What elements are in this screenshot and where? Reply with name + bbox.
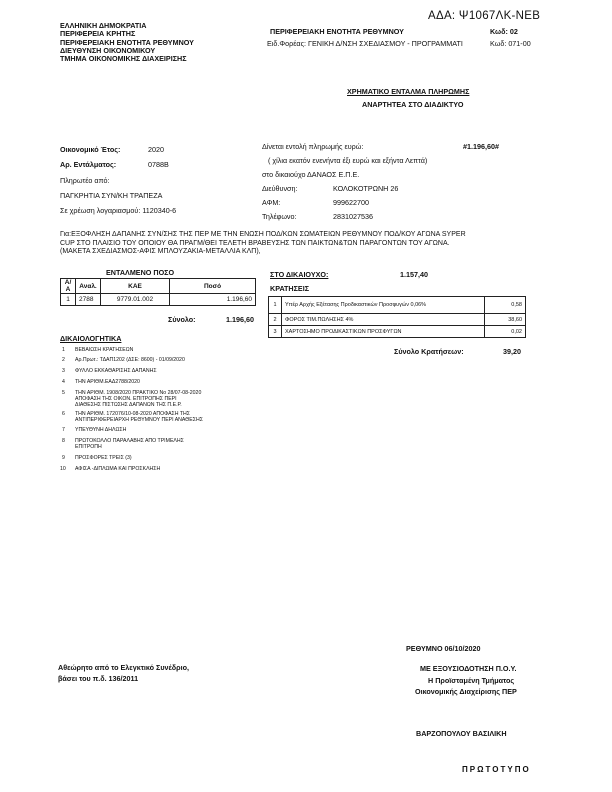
list-item: 3 — [62, 368, 65, 374]
table-row — [269, 297, 526, 314]
deduction-amount: 0,02 — [485, 326, 526, 338]
fiscal-year-label: Οικονομικό Έτος: — [60, 145, 121, 154]
list-item-text: ΦΥΛΛΟ ΕΚΚΑΘΑΡΙΣΗΣ ΔΑΠΑΝΗΣ — [75, 368, 157, 374]
list-item-text: ΑΝΤΙΠΕΡΙΦΕΡΕΙΑΡΧΗ ΡΕΘΥΜΝΟΥ ΠΕΡΙ ΑΝΑΘΕΣΗΣ — [75, 417, 203, 423]
ordered-total: 1.196,60 — [226, 315, 254, 324]
original-stamp: ΠΡΩΤΟΤΥΠΟ — [462, 765, 531, 774]
authority-line-2: Η Προϊσταμένη Τμήματος — [428, 676, 515, 685]
afm-label: ΑΦΜ: — [262, 198, 281, 207]
list-item-text: ΒΕΒΑΙΩΣΗ ΚΡΑΤΗΣΕΩΝ — [75, 347, 134, 353]
cell-aa: 1 — [61, 294, 76, 306]
net-amount: 1.157,40 — [400, 270, 428, 279]
beneficiary-name: ΔΑΝΑΟΣ Ε.Π.Ε. — [307, 170, 360, 179]
list-item: 6 — [62, 411, 65, 417]
debit-account: Σε χρέωση λογαριασμού: 1120340-6 — [60, 206, 177, 215]
deductions-table — [268, 296, 526, 338]
org-line: ΠΕΡΙΦΕΡΕΙΑΚΗ ΕΝΟΤΗΤΑ ΡΕΘΥΜΝΟΥ — [60, 37, 194, 47]
deduction-no: 2 — [269, 314, 282, 326]
cell-anal: 2788 — [76, 294, 101, 306]
payment-amount: #1.196,60# — [463, 142, 499, 151]
description-line: Για:ΕΞΟΦΛΗΣΗ ΔΑΠΑΝΗΣ ΣΥΝ/ΣΗΣ ΤΗΣ ΠΕΡ ΜΕ ΤΗΝ ΕΝΩΣΗ ΠΟΔ/ΚΩΝ ΣΩΜΑΤΕΙΩΝ ΡΕΘΥΜΝΟΥ ΠΟΔ/ΚΟΥ ΑΓΩΝΑ SYPER — [60, 231, 466, 238]
deductions-title: ΚΡΑΤΗΣΕΙΣ — [270, 284, 310, 293]
table-row — [61, 294, 256, 306]
table-header-row — [61, 279, 256, 294]
documents-title: ΔΙΚΑΙΟΛΟΓΗΤΙΚΑ — [60, 334, 122, 343]
col-header-kae: ΚΑΕ — [101, 279, 170, 294]
col-header-aa: Α/Α — [61, 279, 76, 294]
org-line: ΤΜΗΜΑ ΟΙΚΟΝΟΜΙΚΗΣ ΔΙΑΧΕΙΡΙΣΗΣ — [60, 54, 187, 64]
org-line: ΕΛΛΗΝΙΚΗ ΔΗΜΟΚΡΑΤΙΑ — [60, 21, 147, 30]
deduction-name: ΦΟΡΟΣ ΤΙΜ.ΠΩΛΗΣΗΣ 4% — [282, 314, 485, 326]
address-label: Διεύθυνση: — [262, 184, 298, 193]
list-item-text: ΑΦΙΣΑ -ΔΙΠΛΩΜΑ ΚΑΙ ΠΡΟΣΚΛΗΣΗ — [75, 466, 161, 472]
cell-kae: 9779.01.002 — [101, 294, 170, 306]
list-item: 8 — [62, 438, 65, 444]
ordered-total-label: Σύνολο: — [168, 315, 196, 324]
ordered-amount-title: ΕΝΤΑΛΜΕΝΟ ΠΟΣΟ — [106, 268, 175, 277]
col-header-amount: Ποσό — [170, 279, 256, 294]
list-item-text: ΤΗΝ ΑΡΙΘΜ. 172076/10-08-2020 ΑΠΟΦΑΣΗ ΤΗΣ — [75, 411, 190, 417]
phone-value: 2831027536 — [333, 212, 373, 221]
warrant-no: 0788Β — [148, 160, 169, 169]
cell-amount: 1.196,60 — [170, 294, 256, 306]
deduction-name: Υπέρ Αρχής Εξέτασης Προδικαστικών Προσφυγών 0,06% — [282, 297, 485, 314]
warrant-no-label: Αρ. Εντάλματος: — [60, 160, 117, 169]
list-item: 2 — [62, 357, 65, 363]
list-item-text: ΤΗΝ ΑΡΙΘΜ.ΕΑΔ2788/2020 — [75, 379, 140, 385]
org-line: ΔΙΕΥΘΥΝΣΗ ΟΙΚΟΝΟΜΙΚΟΥ — [60, 45, 156, 55]
list-item-text: Αρ.Πρωτ.: ΤΔΑΠ1202 (ΔΣΕ: 8600) - 01/09/2020 — [75, 357, 185, 363]
list-item: 7 — [62, 427, 65, 433]
document-subtitle: ΑΝΑΡΤΗΤΕΑ ΣΤΟ ΔΙΑΔΙΚΤΥΟ — [362, 100, 464, 109]
bank-name: ΠΑΓΚΡΗΤΙΑ ΣΥΝ/ΚΗ ΤΡΑΠΕΖΑ — [60, 191, 163, 200]
table-row — [269, 326, 526, 338]
list-item-text: ΑΠΟΦΑΣΗ ΤΗΣ ΟΙΚΟΝ. ΕΠΙΤΡΟΠΗΣ ΠΕΡΙ — [75, 396, 177, 402]
afm-value: 999622700 — [333, 198, 369, 207]
place-date: ΡΕΘΥΜΝΟ 06/10/2020 — [406, 644, 481, 653]
special-entity: Ειδ.Φορέας: ΓΕΝΙΚΗ Δ/ΝΣΗ ΣΧΕΔΙΑΣΜΟΥ - ΠΡΟΓΡΑΜΜΑΤΙ — [267, 39, 463, 48]
special-entity-code: Κωδ: 071-00 — [490, 39, 531, 48]
col-header-anal: Αναλ. — [76, 279, 101, 294]
signatory-name: ΒΑΡΖΟΠΟΥΛΟΥ ΒΑΣΙΛΙΚΗ — [416, 729, 507, 738]
payment-order-label: Δίνεται εντολή πληρωμής ευρώ: — [262, 142, 364, 151]
beneficiary-label: στο δικαιούχο — [262, 170, 306, 179]
audit-note-1: Αθεώρητο από το Ελεγκτικό Συνέδριο, — [58, 663, 189, 672]
table-row — [269, 314, 526, 326]
deductions-total-label: Σύνολο Κρατήσεων: — [394, 347, 464, 356]
deduction-amount: 0,58 — [485, 297, 526, 314]
authority-line-3: Οικονομικής Διαχείρισης ΠΕΡ — [415, 687, 517, 696]
ordered-amount-table — [60, 278, 256, 306]
list-item-text: ΥΠΕΥΘΥΝΗ ΔΗΛΩΣΗ — [75, 427, 127, 433]
address-value: ΚΟΛΟΚΟΤΡΩΝΗ 26 — [333, 184, 399, 193]
list-item: 5 — [62, 390, 65, 396]
audit-note-2: βάσει του π.δ. 136/2011 — [58, 674, 139, 683]
org-line: ΠΕΡΙΦΕΡΕΙΑ ΚΡΗΤΗΣ — [60, 29, 136, 39]
list-item-text: ΠΡΟΣΦΟΡΕΣ ΤΡΕΙΣ (3) — [75, 455, 132, 461]
ada-code: ΑΔΑ: Ψ1067ΛΚ-ΝΕΒ — [428, 10, 541, 22]
header-code: Κωδ: 02 — [490, 27, 518, 36]
list-item-text: ΕΠΙΤΡΟΠΗ — [75, 444, 102, 450]
list-item-text: ΤΗΝ ΑΡΙΘΜ. 1908/2020 ΠΡΑΚΤΙΚΟ Νο 28/07-08-2020 — [75, 390, 202, 396]
list-item: 10 — [60, 466, 66, 472]
list-item: 1 — [62, 347, 65, 353]
description-line: CUP ΣΤΟ ΠΛΑΙΣΙΟ ΤΟΥ ΟΠΟΙΟΥ ΘΑ ΠΡΑΓΜ/ΘΕΙ ΤΕΛΕΤΗ ΒΡΑΒΕΥΣΗΣ ΤΩΝ ΠΑΙΚΤΩΝ&ΤΩΝ ΠΑΡΑΓΟΝΤΩΝ ΤΟΥ ΑΓΩΝΑ. — [60, 239, 450, 247]
amount-in-words: ( χίλια εκατόν ενενήντα έξι ευρώ και εξήντα Λεπτά) — [268, 156, 428, 165]
org-header — [60, 22, 194, 63]
deduction-name: ΧΑΡΤΟΣΗΜΟ ΠΡΟΔΙΚΑΣΤΙΚΩΝ ΠΡΟΣΦΥΓΩΝ — [282, 326, 485, 338]
deduction-no: 1 — [269, 297, 282, 314]
description-line: (ΜΑΚΕΤΑ ΣΧΕΔΙΑΣΜΟΣ-ΑΦΙΣ ΜΠΛΟΥΖΑΚΙΑ-ΜΕΤΑΛΛΙΑ ΚΛΠ), — [60, 248, 261, 256]
payment-description — [60, 231, 466, 257]
deduction-no: 3 — [269, 326, 282, 338]
deductions-total: 39,20 — [503, 347, 521, 356]
list-item: 9 — [62, 455, 65, 461]
fiscal-year: 2020 — [148, 145, 164, 154]
deduction-amount: 38,60 — [485, 314, 526, 326]
document-title: ΧΡΗΜΑΤΙΚΟ ΕΝΤΑΛΜΑ ΠΛΗΡΩΜΗΣ — [347, 87, 470, 96]
list-item-text: ΔΙΑΘΕΣΗΣ ΠΙΣΤΩΣΗΣ ΔΑΠΑΝΩΝ ΤΗΣ Π.Ε.Ρ. — [75, 402, 182, 408]
net-label: ΣΤΟ ΔΙΚΑΙΟΥΧΟ: — [270, 270, 329, 279]
payable-from-label: Πληρωτέο από: — [60, 176, 110, 185]
list-item: 4 — [62, 379, 65, 385]
list-item-text: ΠΡΩΤΟΚΟΛΛΟ ΠΑΡΑΛΑΒΗΣ ΑΠΟ ΤΡΙΜΕΛΗΣ — [75, 438, 184, 444]
phone-label: Τηλέφωνο: — [262, 212, 297, 221]
header-region: ΠΕΡΙΦΕΡΕΙΑΚΗ ΕΝΟΤΗΤΑ ΡΕΘΥΜΝΟΥ — [270, 27, 404, 36]
authority-line-1: ΜΕ ΕΞΟΥΣΙΟΔΟΤΗΣΗ Π.Ο.Υ. — [420, 664, 517, 673]
